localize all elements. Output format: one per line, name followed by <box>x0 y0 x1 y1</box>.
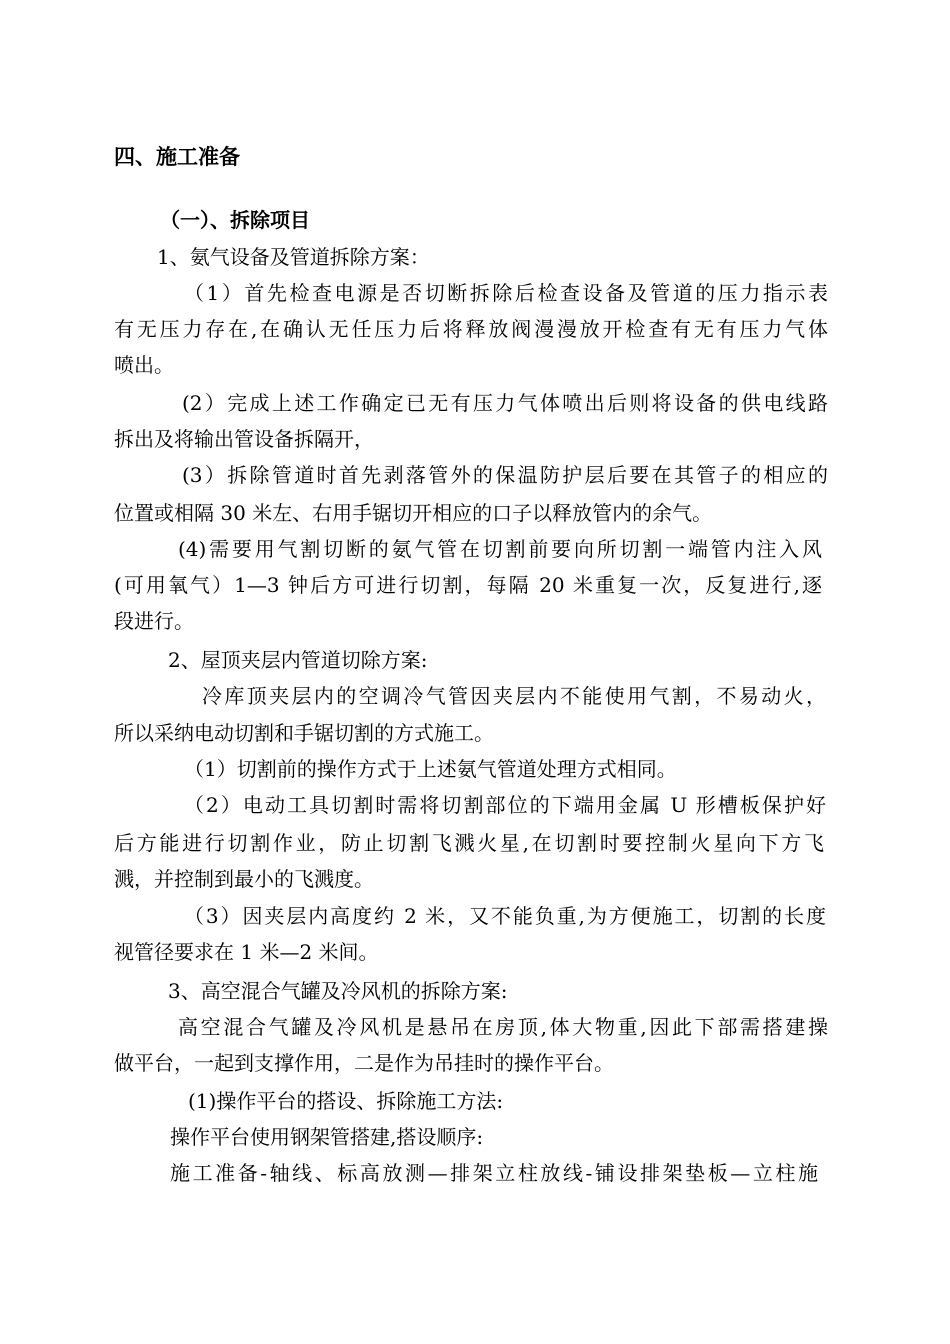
section-title: 四、施工准备 <box>114 145 240 169</box>
body-line: (2）完成上述工作确定已无有压力气体喷出后则将设备的供电线路 <box>182 391 828 415</box>
body-line: 拆出及将输出管设备拆隔开， <box>114 427 374 451</box>
body-line: (1)操作平台的搭设、拆除施工方法: <box>188 1089 504 1113</box>
body-line: 高空混合气罐及冷风机是悬吊在房顶,体大物重,因此下部需搭建操 <box>178 1015 828 1039</box>
item-heading-3: 3、高空混合气罐及冷风机的拆除方案: <box>168 979 508 1003</box>
body-line: 施工准备-轴线、标高放测—排架立柱放线-铺设排架垫板—立柱施 <box>170 1161 818 1185</box>
body-line: （1）切割前的操作方式于上述氨气管道处理方式相同。 <box>184 757 677 781</box>
body-line: 操作平台使用钢架管搭建,搭设顺序: <box>170 1125 484 1149</box>
body-line: （2）电动工具切割时需将切割部位的下端用金属 U 形槽板保护好 <box>184 793 826 817</box>
body-line: （1）首先检查电源是否切断拆除后检查设备及管道的压力指示表 <box>184 281 828 305</box>
body-line: 溅，并控制到最小的飞溅度。 <box>114 867 374 891</box>
body-line: 冷库顶夹层内的空调冷气管因夹层内不能使用气割，不易动火， <box>202 684 826 708</box>
body-line: (可用氧气）1—3 钟后方可进行切割，每隔 20 米重复一次，反复进行,逐 <box>114 573 822 597</box>
body-line: 位置或相隔 30 米左、右用手锯切开相应的口子以释放管内的余气。 <box>114 501 713 525</box>
body-line: 段进行。 <box>114 609 194 633</box>
body-line: 做平台，一起到支撑作用，二是作为吊挂时的操作平台。 <box>114 1051 614 1075</box>
body-line: (3）拆除管道时首先剥落管外的保温防护层后要在其管子的相应的 <box>182 463 828 487</box>
subsection-title: （一）、拆除项目 <box>160 208 310 232</box>
body-line: 所以采纳电动切割和手锯切割的方式施工。 <box>114 721 494 745</box>
body-line: (4)需要用气割切断的氨气管在切割前要向所切割一端管内注入风 <box>178 537 822 561</box>
body-line: 视管径要求在 1 米—2 米间。 <box>114 940 379 964</box>
body-line: 喷出。 <box>114 353 174 377</box>
item-heading-1: 1、氨气设备及管道拆除方案： <box>157 245 430 269</box>
item-heading-2: 2、屋顶夹层内管道切除方案: <box>168 648 428 672</box>
body-line: 后方能进行切割作业，防止切割飞溅火星,在切割时要控制火星向下方飞 <box>114 831 824 855</box>
body-line: 有无压力存在,在确认无任压力后将释放阀漫漫放开检查有无有压力气体 <box>114 317 828 341</box>
body-line: （3）因夹层内高度约 2 米，又不能负重,为方便施工，切割的长度 <box>184 904 826 928</box>
